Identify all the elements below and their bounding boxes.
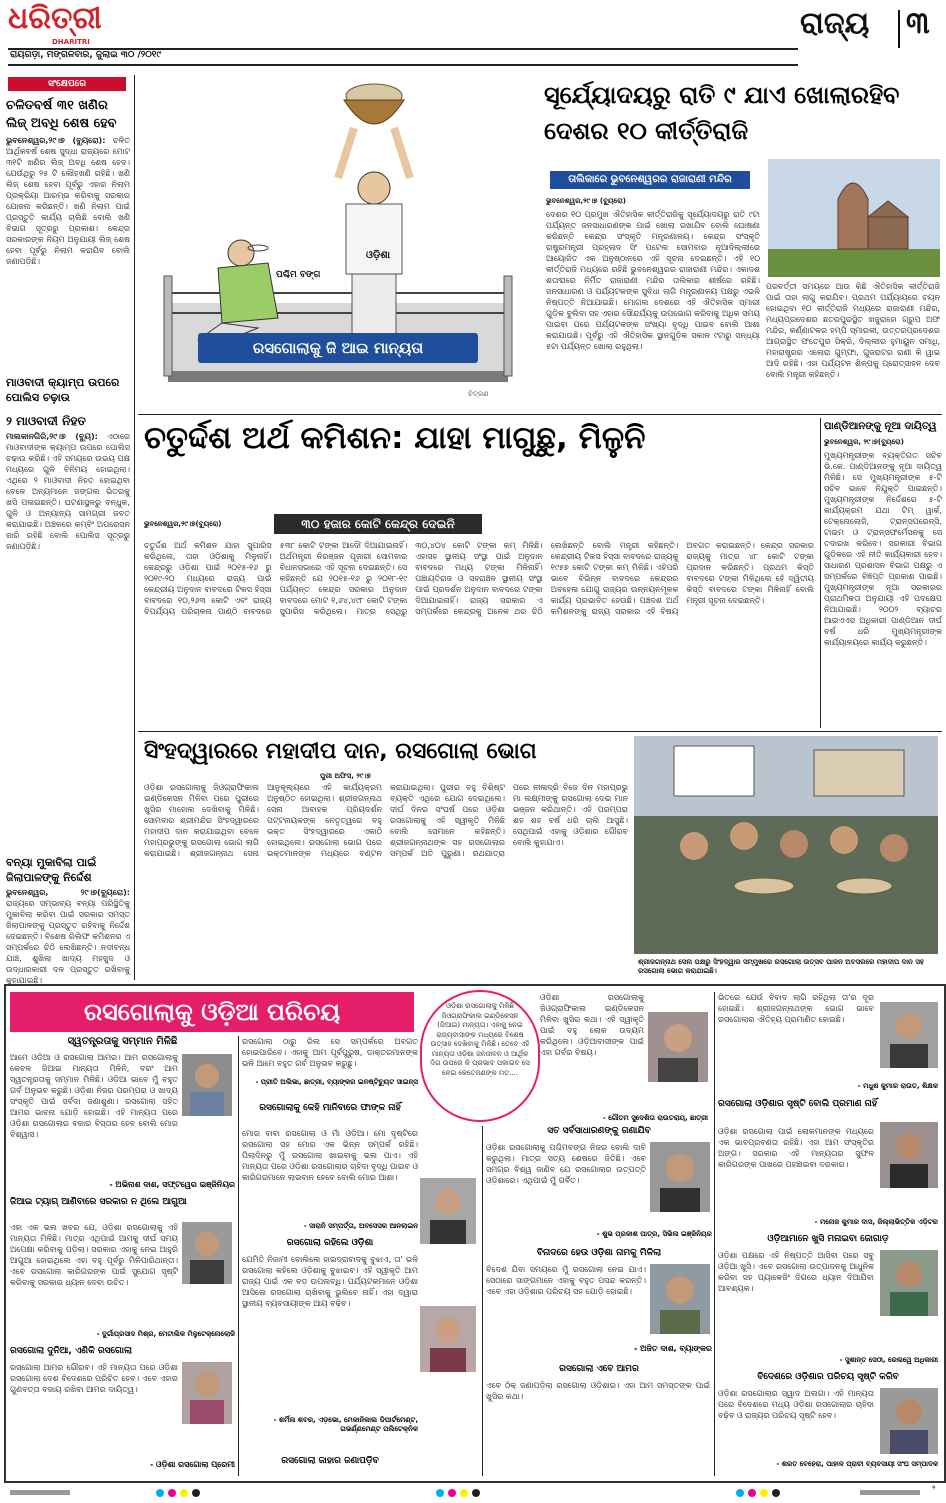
person-icon: [880, 1388, 938, 1454]
cartoon-caption: ରସଗୋଲାକୁ ଜି ଆଇ ମାନ୍ୟତା: [198, 333, 478, 363]
person-icon: [420, 1306, 476, 1372]
feature-banner: ରସଗୋଲାକୁ ଓଡ଼ିଆ ପରିଚୟ: [10, 992, 414, 1032]
page-number: ୩: [906, 6, 930, 41]
col1-heading3: ରସଗୋଲା ଦୁନିଆ, ଏଣିକି ରସଗୋଲା: [10, 1346, 133, 1356]
simhadwara-body: ଓଡ଼ିଶା ରସଗୋଲାକୁ ଜିଓଗ୍ରାଫିକାଲ ଇଣ୍ଡିକେସନ ମିଳିବା ପରେ ପୁରୀରେ ଖୁସିର ମାହୋଲ ଦେଖିବାକୁ ମିଳିଛି। ସୋମବାର ଶ୍ରୀମନ୍ଦିର ସିଂହଦ୍ୱାରରେ ମହାଦୀପ ଦାନ କରାଯାଇଥିବା ବେଳେ ମହାପ୍ରଭୁଙ୍କୁ ରସଗୋଲା ଭୋଗ ଲାଗି କରାଯାଇଛି। ଶ୍ରୀଜଗନ୍ନାଥ ସେନା ଆନୁକୂଲ୍ୟରେ ଏହି କାର୍ଯ୍ୟକ୍ରମ ଅନୁଷ୍ଠିତ ହୋଇଥିଲା। ଶ୍ରୀଜଗନ୍ନାଥ ସେନା ଆବାହକ ପ୍ରିୟଦର୍ଶନ ପଟ୍ଟନାୟକଙ୍କ ନେତୃତ୍ୱରେ ବହୁ ଭକ୍ତ ସିଂହଦ୍ୱାରରେ ଏକାଠି ହୋଇଥିଲେ। ରସଗୋଲା ଭୋଗ ପରେ ଭକ୍ତମାନଙ୍କ ମଧ୍ୟରେ ବଣ୍ଟନ କରାଯାଇଥିଲା। ପୁରୀର ବହୁ ବିଶିଷ୍ଟ ବ୍ୟକ୍ତି ଏଥିରେ ଯୋଗ ଦେଇଥିଲେ। ଦୀର୍ଘ ଦିନର ସଂଘର୍ଷ ପରେ ଓଡ଼ିଶା ରସଗୋଲାକୁ ଏହି ସ୍ୱୀକୃତି ମିଳିଛି ବୋଲି ସେମାନେ କହିଛନ୍ତି। ଶ୍ରୀଜଗନ୍ନାଥଙ୍କ ସହ ରସଗୋଲାର ସମ୍ପର୍କ ଅତି ପୁରୁଣା। ରଥଯାତ୍ରା ପରେ ନୀଳାଦ୍ରି ବିଜେ ଦିନ ମହାପ୍ରଭୁ ମା ଲକ୍ଷ୍ମୀଙ୍କୁ ରସଗୋଲା ଦେଇ ମାନ ଭଞ୍ଜନ କରିଥାନ୍ତି। ଏହି ପରମ୍ପରା ଶହ ଶହ ବର୍ଷ ଧରି ଚାଲି ଆସୁଛି। ସେଥିପାଇଁ ଏହାକୁ ଓଡ଼ିଶାର ଗୌରବ ବୋଲି କୁହାଯାଏ।: [144, 783, 628, 858]
col2-heading1: ରସଗୋଲାକୁ କେହି ମାନିବାରେ ଫାଙ୍କ ନାହିଁ: [259, 1103, 401, 1113]
person-icon: [648, 1012, 708, 1082]
brief-item4-headline: ବନ୍ୟା ମୁକାବିଲା ପାଇଁ ଜିଲାପାଳଙ୍କୁ ନିର୍ଦ୍ଦେଶ: [6, 856, 97, 884]
footer-page-mark: ୨: [932, 1484, 936, 1492]
brief-item1-headline: ଚଳିତବର୍ଷ ୩୧ ଖଣିର ଲିଜ୍ ଅବଧି ଶେଷ ହେବ: [6, 98, 117, 131]
cartoon-label-bengal: ପଶ୍ଚିମ ବଙ୍ଗ: [276, 270, 321, 280]
col2-author0: - ପ୍ରୀତି ଅଲିଭା, ଛାତ୍ରୀ, ବ୍ୟାଙ୍କର ଇନଷ୍ଟିଚ୍ୟୁଟ ସାଇନ୍ସ: [255, 1078, 418, 1086]
col4-body0: ଭିତରେ ଯେଉଁ ବିବାଦ ଲାଗି ରହିଥିଲା ତା'ର ଦୂର ହୋଇଛି। ଶ୍ରୀଜଗନ୍ନାଥଙ୍କ ଭୋଗ ଭାବେ ରସଗୋଲାର ଐତିହ୍ୟ ପ୍ରମାଣିତ ହୋଇଛି।: [718, 993, 874, 1024]
finance-headline: ଚତୁର୍ଦ୍ଦଶ ଅର୍ଥ କମିଶନ: ଯାହା ମାଗୁଛୁ, ମିଳୁନି: [144, 420, 646, 456]
col2-body1: ମୋର ବାବା ରସଗୋଲା ଓ ମାଁ ଓଡ଼ିଆ। ମୋ ଦୃଷ୍ଟିରେ ରସଗୋଲା ସହ ମୋର ଏକ ଭିନ୍ନ ସମ୍ପର୍କ ରହିଛି। ପିଲାଦିନରୁ ମୁଁ ରସଗୋଲା ଖାଇବାକୁ ଭଲ ପାଏ। ଏହି ମାନ୍ୟତା ପରେ ଓଡ଼ିଶା ରସଗୋଲାର ଚାହିଦା ବୃଦ୍ଧି ପାଇବ ଓ କାରିଗରମାନେ ଲାଭବାନ ହେବେ ବୋଲି ମୋର ଆଶା।: [242, 1129, 418, 1182]
brief-item4-body: [6, 887, 130, 985]
crowd-icon: [634, 736, 938, 954]
col2-author2: - ଶର୍ମିଳା ଶବର, ଏଡ଼ଭୋ, ମେକାନିକାଲ ଡିପାର୍ଟମେଣ୍ଟ, ଗଭର୍ଣ୍ଣମେଣ୍ଟ ପଲିଟେକ୍ନିକ: [273, 1416, 418, 1433]
person-icon: [420, 1178, 476, 1244]
masthead: [0, 0, 945, 72]
col4-author1: - ମନୋଜ କୁମାର ଦାସ, ଜିଲ୍ଲାଭିତ୍ତିକ ଏଡ଼ିଟର: [814, 1218, 938, 1226]
col3-body0: ଓଡ଼ିଶା ରସଗୋଲାକୁ ଜିଓଗ୍ରାଫିକାଲ ଇଣ୍ଡିକେସନ ମିଳିବା ଖୁସିର କଥା। ଏହି ସ୍ୱୀକୃତି ପାଇଁ ବହୁ ଲୋକ ଉଦ୍ୟମ କରିଥିଲେ। ଓଡ଼ିଆବାସୀଙ୍କ ପାଇଁ ଏହା ଗର୍ବର ବିଷୟ।: [540, 993, 644, 1057]
portrait-woman-1: [420, 1178, 476, 1244]
brief-item1-dateline: ଭୁବନେଶ୍ୱର,୨୯।୭ (ବ୍ୟୁରୋ):: [6, 136, 106, 145]
col1-portrait3: [182, 1362, 232, 1424]
col4-body2: ଓଡ଼ିଶା ପକ୍ଷରେ ଏହି ନିଷ୍ପତ୍ତି ଆସିବା ପରେ ସବୁ ଓଡ଼ିଆ ଖୁସି। ଏବେ ରସଗୋଲା ଉତ୍ପାଦନକୁ ଆଧୁନିକ କରିବା ସହ ପ୍ୟାକେଜିଂ ଦିଗରେ ଧ୍ୟାନ ଦିଆଯିବା ଆବଶ୍ୟକ।: [718, 1251, 874, 1293]
person-icon: [880, 1122, 938, 1188]
pandian-story: [824, 418, 942, 728]
divider-1: [138, 414, 942, 415]
col2-heading2: ରସଗୋଲା ରହିଲେ ଓଡ଼ିଶା: [286, 1238, 374, 1248]
simhadwara-photo-caption: ଶ୍ରୀଜଗନ୍ନାଥ ସେନା ପକ୍ଷରୁ ସିଂହଦ୍ୱାର ସମ୍ମୁଖରେ ରସଗୋଲା ଉତ୍ସବ ପାଳନ ଅବସରରେ ମହାଦୀପ ଦାନ ସହ ରସଗୋଲା ଭୋଗ କରାଯାଇଛି।: [638, 958, 924, 975]
col1-body1: ଆମେ ଓଡ଼ିଆ ଓ ରସଗୋଲା ଆମର। ଆମ ରସଗୋଲାକୁ କେବଳ ଜିଆଇ ମାନ୍ୟତା ମିଳିନି, ବରଂ ଆମ ସ୍ୱତନ୍ତ୍ରତାକୁ ସମ୍ମାନ ମିଳିଛି। ଓଡ଼ିଆ ଭାବେ ମୁଁ ବହୁତ ଗର୍ବ ଅନୁଭବ କରୁଛି। ଓଡ଼ିଶା ନିଜର ପରମ୍ପରା ଓ ଖାଦ୍ୟ ସଂସ୍କୃତି ପାଇଁ ସର୍ବଦା ଜଣାଶୁଣା। ରସଗୋଲା ସହିତ ଆମର ଭାବନା ଯୋଡ଼ି ହୋଇଛି। ଏହି ମାନ୍ୟତା ପରେ ଓଡ଼ିଶା ରସଗୋଲାର ବଜାର ବିସ୍ତାର ହେବ ବୋଲି ମୋର ବିଶ୍ୱାସ।: [10, 1053, 178, 1139]
col4-heading2: ଓଡ଼ିଆମାନେ ଖୁସି ମନାଇବା ଜୋଗାଡ଼: [767, 1234, 889, 1244]
col3-portrait1: [650, 1142, 710, 1212]
logo: ଧରିତ୍ରୀ: [8, 1, 102, 36]
temple-story: [540, 75, 942, 410]
temple-subhead: ତାଲିକାରେ ଭୁବନେଶ୍ୱରର ରାଜାରାଣୀ ମନ୍ଦିର: [550, 171, 750, 189]
temple-icon: [768, 159, 940, 277]
temple-body-left: ଦେଶର ୧୦ ପ୍ରମୁଖ ଐତିହାସିକ କୀର୍ତ୍ତିରାଜିକୁ ସୂର୍ଯ୍ୟୋଦୟରୁ ରାତି ୯ଟା ପର୍ଯ୍ୟନ୍ତ ଜନସାଧାରଣଙ୍କ ପାଇଁ ଖୋଲା ରଖାଯିବ ବୋଲି ଘୋଷଣା କରିଛନ୍ତି କେନ୍ଦ୍ର ସଂସ୍କୃତି ମନ୍ତ୍ରଣାଳୟ। କେନ୍ଦ୍ର ସଂସ୍କୃତି ରାଷ୍ଟ୍ରମନ୍ତ୍ରୀ ପ୍ରହ୍ଲାଦ ସିଂ ପଟେଲ ସୋମବାର ନୂଆଦିଲ୍ଲୀରେ ଆୟୋଜିତ ଏକ ଅନୁଷ୍ଠାନରେ ଏହି ସୂଚନା ଦେଇଛନ୍ତି। ଏହି ୧୦ କୀର୍ତ୍ତିରାଜି ମଧ୍ୟରେ ରହିଛି ଭୁବନେଶ୍ୱରର ରାଜାରାଣୀ ମନ୍ଦିର। ଏକାଦଶ ଶତାବ୍ଦୀରେ ନିର୍ମିତ ରାଜାରାଣୀ ମନ୍ଦିର ତାଲିକାର ଶୀର୍ଷରେ ରହିଛି। ଜନସାଧାରଣ ଓ ପର୍ଯ୍ୟଟକଙ୍କ ସୁବିଧା ଲାଗି ମନ୍ତ୍ରଣାଳୟ ପକ୍ଷରୁ ଏଭଳି ନିଷ୍ପତ୍ତି ନିଆଯାଇଛି। ମୋଗଲ ଦେଶରେ ଏହି ଐତିହାସିକ ସ୍ମାରୀ ଗୁଡ଼ିକ ବୁଲିବା ସହ ଏହାର ସୌନ୍ଦର୍ଯ୍ୟକୁ ଉପଭୋଗ କରିବାକୁ ଅଧିକ ସମୟ ପାଇବା ପରେ ପର୍ଯ୍ୟଟକଙ୍କ ସଂଖ୍ୟା ବୃଦ୍ଧି ପାଇବ ବୋଲି ଆଶା କରାଯାଉଛି। ପୂର୍ବରୁ ଏହି ଐତିହାସିକ ସ୍ଥାନଗୁଡ଼ିକ ସକାଳ ୯ଟାରୁ ସନ୍ଧ୍ୟା ୫ଟା ପର୍ଯ୍ୟନ୍ତ ଖୋଲା ରହୁଥିଲା।: [546, 210, 760, 351]
person-icon: [182, 1222, 232, 1284]
finance-body: ଚତୁର୍ଦ୍ଦଶ ଅର୍ଥ କମିଶନ ଯାହା ସୁପାରିସ କରିଥିଲେ, ତାହା ଓଡ଼ିଶାକୁ ମିଳୁନାହିଁ। କେନ୍ଦ୍ରରୁ ଓଡ଼ିଶା ପାଇଁ ୨୦୧୫-୧୬ ରୁ ୨୦୧୯-୨୦ ମଧ୍ୟରେ ରାଜ୍ୟ ପାଇଁ କେନ୍ଦ୍ରୀୟ ଅନୁଦାନ ବାବଦରେ ଟିକସ ହିସ୍ସା ବାବଦରେ ୧୦,୨୬୩ କୋଟି ଏବଂ ରାଜ୍ୟ ବିପର୍ଯ୍ୟୟ ପରିଚାଳନା ପାଣ୍ଠି ବାବଦରେ ୫୩୮ କୋଟି ଟଙ୍କା ଆଦୌ ଦିଆଯାଇନାହିଁ। ଅର୍ଥମନ୍ତ୍ରୀ ନିରଞ୍ଜନ ପୂଜାରୀ ସୋମବାର ବିଧାନସଭାରେ ଏହି ସୂଚନା ଦେଇଛନ୍ତି। ସେ କହିଛନ୍ତି ଯେ ୨୦୧୫-୧୬ ରୁ ୨୦୧୮-୧୯ ପର୍ଯ୍ୟନ୍ତ କେନ୍ଦ୍ର ସରକାର ଅନୁଦାନ ବାବଦରେ ମୋଟ ୧,୬୪,୪୯୮ କୋଟି ଟଙ୍କା ସୁପାରିସ କରିଥିଲେ। ମାତ୍ର ସେଥିରୁ ୩୦,୪୦୪ କୋଟି ଟଙ୍କା କମ୍ ମିଳିଛି। ଏହାସହ ସ୍ଥାନୀୟ ସଂସ୍ଥା ପାଇଁ ଅନୁଦାନ ବାବଦରେ ମଧ୍ୟ ଟଙ୍କା ମିଳିନାହିଁ। ପଞ୍ଚାୟତିରାଜ ଓ ସହରାଞ୍ଚଳ ସ୍ଥାନୀୟ ସଂସ୍ଥା ପାଇଁ ପ୍ରଦର୍ଶନ ଅନୁଦାନ ବାବଦରେ ଟଙ୍କା ଦିଆଯାଇନାହିଁ। ରାଜ୍ୟ ସରକାର ଏ ସମ୍ପର୍କରେ କେନ୍ଦ୍ରକୁ ଅନେକ ଥର ଚିଠି ଲେଖିଛନ୍ତି ବୋଲି ମନ୍ତ୍ରୀ କହିଛନ୍ତି। କେନ୍ଦ୍ରୀୟ ଟିକସ ହିସ୍ସା ବାବଦରେ ରାଜ୍ୟକୁ ୧୯୫୭ କୋଟି ଟଙ୍କା କମ୍ ମିଳିଛି। ଏହିପରି ଭାବେ ବିଭିନ୍ନ ବାବଦରେ କେନ୍ଦ୍ରର ଅବହେଳା ଯୋଗୁ ରାଜ୍ୟର ଉନ୍ନୟନମୂଳକ କାର୍ଯ୍ୟ ପ୍ରଭାବିତ ହେଉଛି। ପଞ୍ଚଦଶ ଅର୍ଥ କମିଶନଙ୍କୁ ରାଜ୍ୟ ସରକାର ଏହି ବିଷୟ ଅବଗତ କରାଇଛନ୍ତି। କେନ୍ଦ୍ର ସରକାର ରାଜ୍ୟକୁ ମାତ୍ର ୪୮ କୋଟି ଟଙ୍କା ପ୍ରଦାନ କରିଛନ୍ତି। ପ୍ରଥମ କିସ୍ତି ବାବଦରେ ଟଙ୍କା ମିଳିଥିଲେ ହେଁ ଦ୍ୱିତୀୟ କିସ୍ତି ବାବଦରେ ଟଙ୍କା ମିଳିନାହିଁ ବୋଲି ମନ୍ତ୍ରୀ ସୂଚନା ଦେଇଛନ୍ତି।: [144, 541, 814, 616]
col3-portrait2: [650, 1264, 710, 1334]
col3-heading2: ବିନାଦରେ ହେଉ ଓଡ଼ିଶା ନାମକୁ ମିଳିଲା: [536, 1248, 662, 1258]
divider-2: [138, 731, 942, 732]
brief-tag: ସଂକ୍ଷେପରେ: [8, 77, 126, 91]
col4-portrait3: [880, 1388, 938, 1454]
feature-col1: [10, 1036, 235, 1476]
feature-col3-lower: [486, 1126, 712, 1476]
brief-item3-text: ଏଠାରେ ମାଓବାଦୀଙ୍କ କ୍ୟାମ୍ପ ଉପରେ ପୋଲିସ ଚଢ଼ାଉ କରିଛି। ଏହି ସମୟରେ ଉଭୟ ପକ୍ଷ ମଧ୍ୟରେ ଗୁଳି ବିନିମୟ ହୋଇଥିଲା। ଏଥିରେ ୨ ମାଓବାଦୀ ନିହତ ହୋଇଥିବା ବେଳେ ଅନ୍ୟମାନେ ଜଙ୍ଗଲ ଭିତରକୁ ଖସି ପଳାଇଛନ୍ତି। ଘଟଣାସ୍ଥଳରୁ ବନ୍ଧୁକ, ଗୁଳି ଓ ଅନ୍ୟାନ୍ୟ ସାମଗ୍ରୀ ଜବତ କରାଯାଇଛି। ଅଞ୍ଚଳରେ କମ୍ବିଂ ଅପରେସନ ଜାରି ରହିଛି ବୋଲି ପୋଲିସ ସୂତ୍ରରୁ ଜଣାପଡ଼ିଛି।: [6, 432, 131, 551]
col4-author2: - ସୁଶାନ୍ତ ସେଠୀ, ରେଲୱେ ଅଧିକାରୀ: [839, 1356, 938, 1364]
col2-body2: ଯେମିତି ନିଜାମୀ ବୋଲିଲେ ହାଇଦ୍ରାବାଦକୁ ବୁଝାଏ, ତା' ଭଳି ରସଗୋଲା କହିଲେ ଓଡ଼ିଶାକୁ ବୁଝାଇବ। ଏହି ସ୍ୱୀକୃତି ଆମ ରାଜ୍ୟ ପାଇଁ ଏକ ବଡ଼ ଉପଲବ୍ଧି। ପର୍ଯ୍ୟଟକମାନେ ଓଡ଼ିଶା ଆସିଲେ ରସଗୋଲା ଚାଖିବାକୁ ଭୁଲିବେ ନାହିଁ। ଏହା ଦ୍ୱାରା ସ୍ଥାନୀୟ ବ୍ୟବସାୟୀଙ୍କ ଆୟ ବଢ଼ିବ।: [242, 1255, 418, 1308]
feature-col2: [242, 1036, 422, 1476]
col2-heading3: ରସଗୋଲା ଜାହାର ଜଣାପଡ଼ିବ: [281, 1456, 379, 1466]
finance-story: [138, 418, 816, 728]
section-divider: [898, 10, 900, 48]
temple-headline: ସୂର୍ଯ୍ୟୋଦୟରୁ ରାତି ୯ ଯାଏ ଖୋଲାରହିବ ଦେଶର ୧୦ କୀର୍ତ୍ତିରାଜି: [544, 81, 900, 145]
brief-item4-dateline: ଭୁବନେଶ୍ୱର, ୨୯।୭(ବ୍ୟୁରୋ):: [6, 888, 130, 897]
col3-author1: - ଶୁଭ ପ୍ରକାଶ ପାତ୍ର, ସିଭିଲ ଇଞ୍ଜିନିୟର: [596, 1230, 712, 1238]
col1-author2: - ଦୁର୍ଗାପ୍ରସାଦ ମିଶ୍ର, ମେଟାଲିକ ମିଳୁଟେକ୍ନୋଲୋଜି: [96, 1330, 235, 1338]
brief-item3-body: [6, 431, 130, 851]
col2-body0: ରସଗୋଲା ଠାରୁ ରିଲ ସେ ସମ୍ପର୍କରେ ଅବଗତ ହୋଇପାରିବେ। ଏହାକୁ ଆମ ପୂର୍ବପୁରୁଷ, ଡାକ୍ତରମାନଙ୍କ ଭଳି ଆମେ ବହୁତ ଗର୍ବ ଅନୁଭବ କରୁଛୁ।: [242, 1037, 418, 1068]
person-icon: [182, 1054, 232, 1116]
simhadwara-headline: ସିଂହଦ୍ୱାରରେ ମହାଦୀପ ଦାନ, ରସଗୋଲା ଭୋଗ: [144, 739, 537, 764]
finance-dateline: ଭୁବନେଶ୍ୱର,୨୯।୭(ବ୍ୟୁରୋ): [144, 520, 222, 528]
feature-divider-1: [238, 1036, 239, 1476]
logo-subtitle: DHARITRI: [52, 38, 90, 46]
portrait-woman-2: [420, 1306, 476, 1372]
dateline: ରାୟଗଡ଼ା, ମଙ୍ଗଳବାର, ଜୁଲାଇ ୩୦ /୨୦୧୯: [10, 50, 161, 60]
col1-heading1: ସ୍ୱତନ୍ତ୍ରତାକୁ ସମ୍ମାନ ମିଳିଛି: [67, 1036, 178, 1047]
simhadwara-story: [138, 734, 942, 980]
col3-portrait0: [648, 1012, 708, 1082]
cartoon-label-odisha: ଓଡ଼ିଶା: [366, 250, 391, 261]
brief-divider: [134, 75, 135, 980]
feature-divider-2: [482, 1126, 483, 1476]
simhadwara-photo: [634, 736, 938, 954]
col3-body3: ଏବେ ଠିକ୍ ଜଣାପଡ଼ିଲା ରସଗୋଲା ଓଡ଼ିଶାର। ଏହା ଆମ ସମସ୍ତଙ୍କ ପାଇଁ ଖୁସିର କଥା।: [486, 1381, 710, 1401]
col4-heading3: ବିଦେଶରେ ଓଡ଼ିଶାର ପରିଚୟ ସୃଷ୍ଟି କରିବ: [757, 1372, 899, 1382]
col1-body2: ଏହା ଏକ ଭଲ ଖବର ଯେ, ଓଡ଼ିଶା ରସଗୋଲାକୁ ଏହି ମାନ୍ୟତା ମିଳିଛି। ମାତ୍ର ଏଥିପାଇଁ ଆମକୁ ଦୀର୍ଘ ସମୟ ଅପେକ୍ଷା କରିବାକୁ ପଡ଼ିଲା। ସରକାର ଏହାକୁ ନେଇ ଆହୁରି ଆଗୁଆ ହୋଇଥିଲେ ଏହା ବହୁ ପୂର୍ବରୁ ମିଳିପାରିଥାନ୍ତା। ଏବେ ରସଗୋଲା କାରିଗରଙ୍କ ପାଇଁ ସୁଯୋଗ ସୃଷ୍ଟି କରିବାକୁ ସରକାର ଧ୍ୟାନ ଦେବା ଉଚିତ।: [10, 1223, 178, 1287]
registration-marks-icon: [0, 1487, 945, 1499]
col4-body1: ଓଡ଼ିଶା ରସଗୋଲା ପାଇଁ ଲୋକମାନଙ୍କ ମଧ୍ୟରେ ଏକ ଭାବପ୍ରବଣତା ରହିଛି। ଏହା ଆମ ସଂସ୍କୃତିର ଅଙ୍ଗ। ସରକାର ଏହି ମାନ୍ୟତାର ସୁଫଳ କାରିଗରଙ୍କ ପାଖରେ ପହଞ୍ଚାଇବା ଦରକାର।: [718, 1127, 874, 1169]
temple-photo: [768, 159, 940, 277]
brief-item1-body: [6, 135, 130, 375]
col1-portrait2: [182, 1222, 232, 1284]
brief-item1-text: ଚଳିତ ଆର୍ଥିକବର୍ଷ ଶେଷ ସୁଦ୍ଧା ରାଜ୍ୟରେ ମୋଟ ୩୧ଟି ଖଣିର ଲିଜ୍ ଅବଧି ଶେଷ ହେବ। ଯେଉଁଥିରୁ ୨୫ ଟି ଲୌହଖଣି ରହିଛି। ଖଣି ଲିଜ୍ ଶେଷ ହେବା ପୂର୍ବରୁ ଏହାର ନିଲାମ ପ୍ରକ୍ରିୟା ଆରମ୍ଭ କରିବାକୁ ସରକାର ଯୋଜନା କରିଛନ୍ତି। ଖଣି ନିଲାମ ପାଇଁ ପ୍ରସ୍ତୁତି କାର୍ଯ୍ୟ ଚାଲିଛି ବୋଲି ଖଣି ବିଭାଗ ସୂତ୍ରରୁ ପ୍ରକାଶ। କେନ୍ଦ୍ର ସରକାରଙ୍କ ନିୟମ ଅନୁଯାୟୀ ଲିଜ୍ ଶେଷ ହେବା ପୂର୍ବରୁ ନିଲାମ କରାଯିବ ବୋଲି ଜଣାପଡ଼ିଛି।: [6, 136, 131, 266]
feature-section: [4, 984, 946, 1483]
person-icon: [880, 1250, 938, 1316]
col3-author2: - ଅଜିତ ଦାଶ, ବ୍ୟାଙ୍କର: [633, 1344, 712, 1353]
footer-color-bar: [0, 1484, 945, 1496]
col4-portrait0: [880, 1002, 938, 1068]
brief-item4-text: ରାଜ୍ୟରେ ସମ୍ଭାବ୍ୟ ବନ୍ୟା ପରିସ୍ଥିତିକୁ ମୁକାବିଲା କରିବା ପାଇଁ ସରକାର ସମସ୍ତ ଜିଲାପାଳଙ୍କୁ ପ୍ରସ୍ତୁତ ରହିବାକୁ ନିର୍ଦ୍ଦେଶ ଦେଇଛନ୍ତି। ବିଶେଷ ରିଲିଫ କମିଶନର ଏ ସମ୍ପର୍କରେ ଚିଠି ଲେଖିଛନ୍ତି। ନଦୀବନ୍ଧ ଯାଞ୍ଚ, ଶୁଖିଲା ଖାଦ୍ୟ ମହଜୁଦ ଓ ଉଦ୍ଧାରକାରୀ ଦଳ ପ୍ରସ୍ତୁତ ରଖିବାକୁ କୁହାଯାଇଛି।: [6, 899, 130, 985]
col4-portrait2: [880, 1250, 938, 1316]
brief-item3-dateline: ମାଲକାନଗିରି,୨୯।୭ (ବ୍ୟୁ):: [6, 432, 98, 441]
pandian-dateline: ଭୁବନେଶ୍ୱର, ୨୯।୭(ବ୍ୟୁରୋ): [824, 438, 904, 446]
col3-heading1: ସତ ସର୍ବସାଧାରଣଙ୍କୁ ଗଣାଯିବ: [547, 1126, 651, 1136]
col1-portrait1: [182, 1054, 232, 1116]
col1-heading2: ଜିଆଇ ଟ୍ୟାଗ୍ ଆଣିବାରେ ସରକାର ନ ଥିଲେ ଆଗୁଆ: [10, 1197, 187, 1207]
col4-heading1: ରସଗୋଲା ଓଡ଼ିଶାର ସୃଷ୍ଟି ବୋଲି ପ୍ରମାଣ ନାହିଁ: [718, 1099, 878, 1109]
cartoon-signature: ଚିତ୍ରଣ: [468, 390, 489, 398]
finance-subhead: ୩୦ ହଜାର କୋଟି କେନ୍ଦ୍ର ଦେଇନି: [274, 514, 482, 534]
feature-divider-3: [714, 992, 715, 1476]
col4-portrait1: [880, 1122, 938, 1188]
col1-author1: - ଅଭିନାଶ ଦାଶ, ସଫ୍ଟୱେର ଇଞ୍ଜିନିୟର: [109, 1180, 235, 1189]
temple-body-right: ପରବର୍ତ୍ତୀ ସମୟରେ ଆଉ କିଛି ଐତିହାସିକ କୀର୍ତ୍ତିରାଜି ପାଇଁ ତାହା ଲାଗୁ କରାଯିବ। ପ୍ରଥମ ପର୍ଯ୍ୟାୟରେ ଚୟନ ହୋଇଥିବା ୧୦ କୀର୍ତ୍ତିରାଜି ମଧ୍ୟରେ ରାଜାରାଣୀ ମନ୍ଦିର, ମଧ୍ୟପ୍ରଦେଶର ଛତରପୁରସ୍ଥିତ ଖଜୁରାହୋ ଗ୍ରୁପ ଅଫ ମନ୍ଦିର, କର୍ଣ୍ଣାଟକର ହମ୍ପି ସ୍ମାରକୀ, ଉତ୍ତରପ୍ରଦେଶର ଆଗ୍ରାସ୍ଥିତ ଫତେପୁର ସିକ୍ରି, ଦିଲ୍ଲୀର ହୁମାୟୁନ ସମାଧି, ମହାରାଷ୍ଟ୍ରର ଏଲୋରା ଗୁମ୍ଫା, ଗୁଜରାଟର ରାଣୀ କି ୱାଭ ଆଦି ରହିଛି। ଏହା ପର୍ଯ୍ୟଟନ ଶିଳ୍ପକୁ ପ୍ରୋତ୍ସାହନ ଦେବ ବୋଲି ମନ୍ତ୍ରୀ କହିଛନ୍ତି।: [766, 282, 940, 379]
person-icon: [650, 1142, 710, 1212]
person-icon: [182, 1362, 232, 1424]
pandian-body: ମୁଖ୍ୟମନ୍ତ୍ରୀଙ୍କ ବ୍ୟକ୍ତିଗତ ସଚିବ ଭି.କେ. ପାଣ୍ଡିଆନଙ୍କୁ ନୂଆ ଦାୟିତ୍ୱ ମିଳିଛି। ସେ ମୁଖ୍ୟମନ୍ତ୍ରୀଙ୍କ ୫-ଟି ସଚିବ ଭାବେ ନିଯୁକ୍ତି ପାଇଛନ୍ତି। ମୁଖ୍ୟମନ୍ତ୍ରୀଙ୍କ ନିର୍ଦ୍ଦେଶରେ ୫-ଟି କାର୍ଯ୍ୟକ୍ରମ ଯଥା ଟିମ୍ ୱାର୍କ, ଟେକ୍ନୋଲୋଜି, ଟ୍ରାନ୍ସପରେନ୍ସି, ଟାଇମ ଓ ଟ୍ରାନ୍ସଫର୍ମେସନକୁ ସେ ତଦାରଖ କରିବେ। ସରକାରୀ ବିଭାଗ ଗୁଡ଼ିକରେ ଏହି ନୀତି କାର୍ଯ୍ୟକାରୀ ହେବ। ସାଧାରଣ ପ୍ରଶାସନ ବିଭାଗ ପକ୍ଷରୁ ଏ ସମ୍ପର୍କରେ ବିଜ୍ଞପ୍ତି ପ୍ରକାଶ ପାଇଛି। ମୁଖ୍ୟମନ୍ତ୍ରୀଙ୍କ ନୂଆ ସରକାରର ପ୍ରାଥମିକତା ଅନୁଯାୟୀ ଏହି ପଦକ୍ଷେପ ନିଆଯାଇଛି। ୨୦୦୨ ବ୍ୟାଚର ଆଇଏଏସ ଅଧିକାରୀ ପାଣ୍ଡିଆନ ଦୀର୍ଘ ବର୍ଷ ଧରି ମୁଖ୍ୟମନ୍ତ୍ରୀଙ୍କ କାର୍ଯ୍ୟାଳୟରେ କାର୍ଯ୍ୟ କରୁଛନ୍ତି।: [824, 451, 942, 647]
person-icon: [650, 1264, 710, 1334]
simhadwara-dateline: ପୁରୀ ଅଫିସ, ୨୯।୭: [320, 772, 371, 780]
col3-author0: - ଗୌତମ ସୁଦେଶିତା ରାଉତରାୟ, ଛାତ୍ରୀ: [602, 1114, 708, 1122]
cartoon: [138, 78, 534, 408]
feature-callout: ଓଡ଼ିଶା ରସଗୋଲାକୁ ମିଳିଛି ଜିଓଗ୍ରାଫିକାଲ ଇଣ୍ଡିକେସନ (ଜିଆଇ) ମାନ୍ୟତା। ଏହାକୁ ନେଇ ରାଜ୍ୟବାସୀଙ୍କ ମଧ୍ୟରେ ବିଶେଷ ଉତ୍ସାହ ଦେଖିବାକୁ ମିଳିଛି। ତେବେ ଏହି ମାନ୍ୟତା ଓଡ଼ିଶା ଜନଜୀବନ ଓ ଆର୍ଥିକ ଦିଗ ଉପରେ କି ପ୍ରଭାବ ପକାଇବ ସେ ନେଇ କେତେଜଣଙ୍କ ମତ....: [420, 990, 540, 1122]
pandian-headline: ପାଣ୍ଡିଆନଙ୍କୁ ନୂଆ ଦାୟିତ୍ୱ: [824, 421, 937, 432]
brief-item3-headline: ୨ ମାଓବାଦୀ ନିହତ: [6, 414, 86, 428]
feature-col4: [718, 992, 940, 1476]
col4-author3: - ଶରତ ବେହେରା, ପାହାଳ ପ୍ରାଚୀ ବ୍ୟବସାୟୀ ସଂଘ ସମ୍ପାଦକ: [776, 1460, 938, 1468]
col2-author1: - ସାରାନି ସମ୍ପର୍ତ୍ତା, ଅବସେସର ଆନଲାଇନ: [303, 1222, 418, 1230]
col4-author0: - ମଧୁଶ କୁମାର ରାଉତ, ଶିକ୍ଷକ: [857, 1082, 938, 1090]
person-icon: [880, 1002, 938, 1068]
section-title: ରାଜ୍ୟ: [800, 6, 870, 41]
brief-column: [4, 75, 132, 985]
col3-body1: ଓଡ଼ିଶା ରସଗୋଲାକୁ ପଶ୍ଚିମବଙ୍ଗ ନିଜର ବୋଲି ଦାବି କରୁଥିଲା। ମାତ୍ର ସତ୍ୟ ଶେଷରେ ଜିତିଛି। ଏବେ ସମଗ୍ର ବିଶ୍ୱ ଜାଣିବ ଯେ ରସଗୋଲାର ଉତ୍ପତ୍ତି ଓଡ଼ିଶାରେ। ଏଥିପାଇଁ ମୁଁ ଗର୍ବିତ।: [486, 1143, 646, 1185]
col1-author3: - ଓଡ଼ିଶା ରସଗୋଲା ପ୍ରେମୀ: [149, 1460, 235, 1469]
pandian-divider: [820, 418, 821, 728]
col3-body2: ବିଦେଶ ଯିବା ସମୟରେ ମୁଁ ରସଗୋଲା ନେଇ ଯାଏ। ସେଠାରେ ସାଙ୍ଗମାନେ ଏହାକୁ ବହୁତ ପସନ୍ଦ କରନ୍ତି। ଏବେ ଏହା ଓଡ଼ିଶାର ପରିଚୟ ସହ ଯୋଡ଼ି ହୋଇଛି।: [486, 1265, 646, 1296]
brief-item2-headline: ମାଓବାଦୀ କ୍ୟାମ୍ପ ଉପରେ ପୋଲିସ ଚଢ଼ାଉ: [6, 376, 120, 404]
col1-body3: ରସଗୋଲା ଆମର ଗୌରବ। ଏହି ମାନ୍ୟତା ପରେ ଓଡ଼ିଶା ରସଗୋଲା ଦେଶ ବିଦେଶରେ ପରିଚିତ ହେବ। ଏବେ ଏହାର ଗୁଣବତ୍ତା ବଜାୟ ରଖିବା ଆମର ଦାୟିତ୍ୱ।: [10, 1363, 178, 1394]
temple-dateline: ଭୁବନେଶ୍ୱର,୨୯।୭ (ବ୍ୟୁରୋ): [546, 197, 626, 205]
col4-body3: ଓଡ଼ିଶା ରସଗୋଲାର ସ୍ୱାଦ ଅଲଗା। ଏହି ମାନ୍ୟତା ପରେ ବିଦେଶରେ ମଧ୍ୟ ଓଡ଼ିଶା ରସଗୋଲାର ଚାହିଦା ବଢ଼ିବ ଓ ରାଜ୍ୟର ପରିଚୟ ସୃଷ୍ଟି ହେବ।: [718, 1389, 874, 1420]
col3-heading3: ରସଗୋଲା ଏବେ ଆମର: [559, 1364, 639, 1374]
